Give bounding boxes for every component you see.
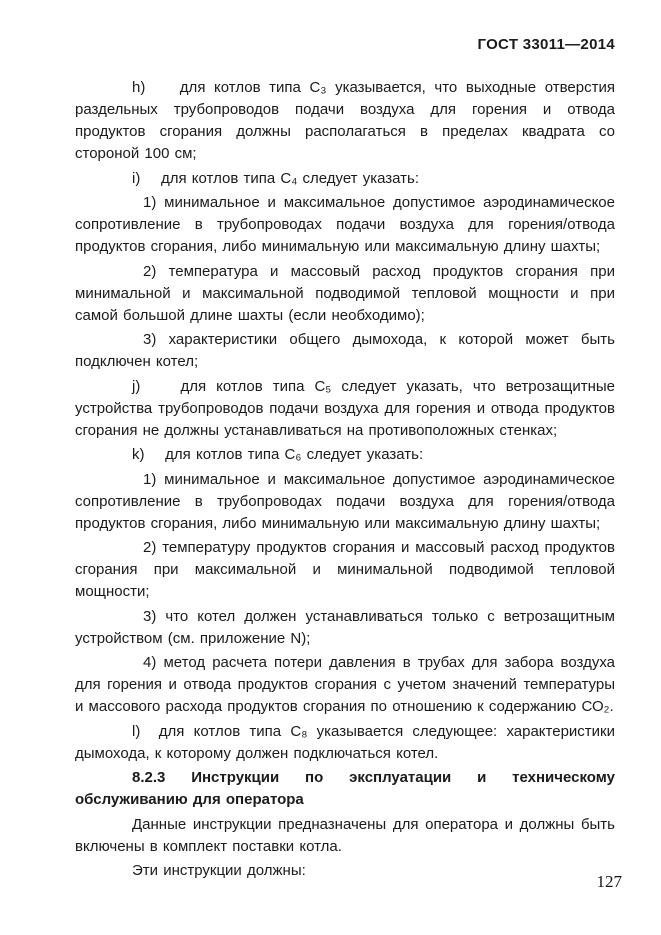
document-body	[75, 77, 615, 882]
page-number: 127	[596, 872, 622, 891]
paragraph: 2) температура и массовый расход продуктов сгорания при минимальной и максимальной подводимой тепловой мощности и при самой большой длине шахты (если необходимо);	[75, 262, 615, 324]
section-heading: 8.2.3 Инструкции по эксплуатации и техническому обслуживанию для оператора	[75, 769, 615, 808]
document-header-designation: ГОСТ 33011—2014	[477, 36, 615, 53]
paragraph: k) для котлов типа С₆ следует указать:	[132, 446, 424, 463]
paragraph: 1) минимальное и максимальное допустимое аэродинамическое сопротивление в трубопроводах подачи воздуха для горения/отвода продуктов сгорания, либо минимальную или максимальную длину шахты;	[75, 194, 615, 255]
paragraph: i) для котлов типа С₄ следует указать:	[132, 169, 420, 187]
paragraph: 3) что котел должен устанавливаться только с ветрозащитным устройством (см. приложение N);	[75, 607, 615, 647]
paragraph: 4) метод расчета потери давления в трубах для забора воздуха для горения и отвода продуктов сгорания с учетом значений температуры и массового расхода продуктов сгорания по отношению к содержанию СО₂.	[75, 654, 615, 715]
paragraph: j) для котлов типа С₅ следует указать, что ветрозащитные устройства трубопроводов подачи воздуха для горения и отвода продуктов сгорания не должны устанавливаться на противоположных стенках;	[75, 377, 615, 439]
paragraph: h) для котлов типа С₃ указывается, что выходные отверстия раздельных трубопроводов подачи воздуха для горения и отвода продуктов сгорания должны располагаться в пределах квадрата со стороной 100 см;	[75, 79, 615, 162]
paragraph: 3) характеристики общего дымохода, к которой может быть подключен котел;	[75, 331, 615, 370]
paragraph: l) для котлов типа С₈ указывается следующее: характеристики дымохода, к которому должен подключаться котел.	[75, 722, 615, 762]
paragraph: 1) минимальное и максимальное допустимое аэродинамическое сопротивление в трубопроводах подачи воздуха для горения/отвода продуктов сгорания, либо минимальную или максимальную длину шахты;	[75, 470, 615, 532]
paragraph: Эти инструкции должны:	[132, 862, 306, 879]
paragraph: 2) температуру продуктов сгорания и массовый расход продуктов сгорания при максимальной и минимальной подводимой тепловой мощности;	[75, 539, 615, 600]
paragraph: Данные инструкции предназначены для оператора и должны быть включены в комплект поставки котла.	[75, 815, 615, 855]
